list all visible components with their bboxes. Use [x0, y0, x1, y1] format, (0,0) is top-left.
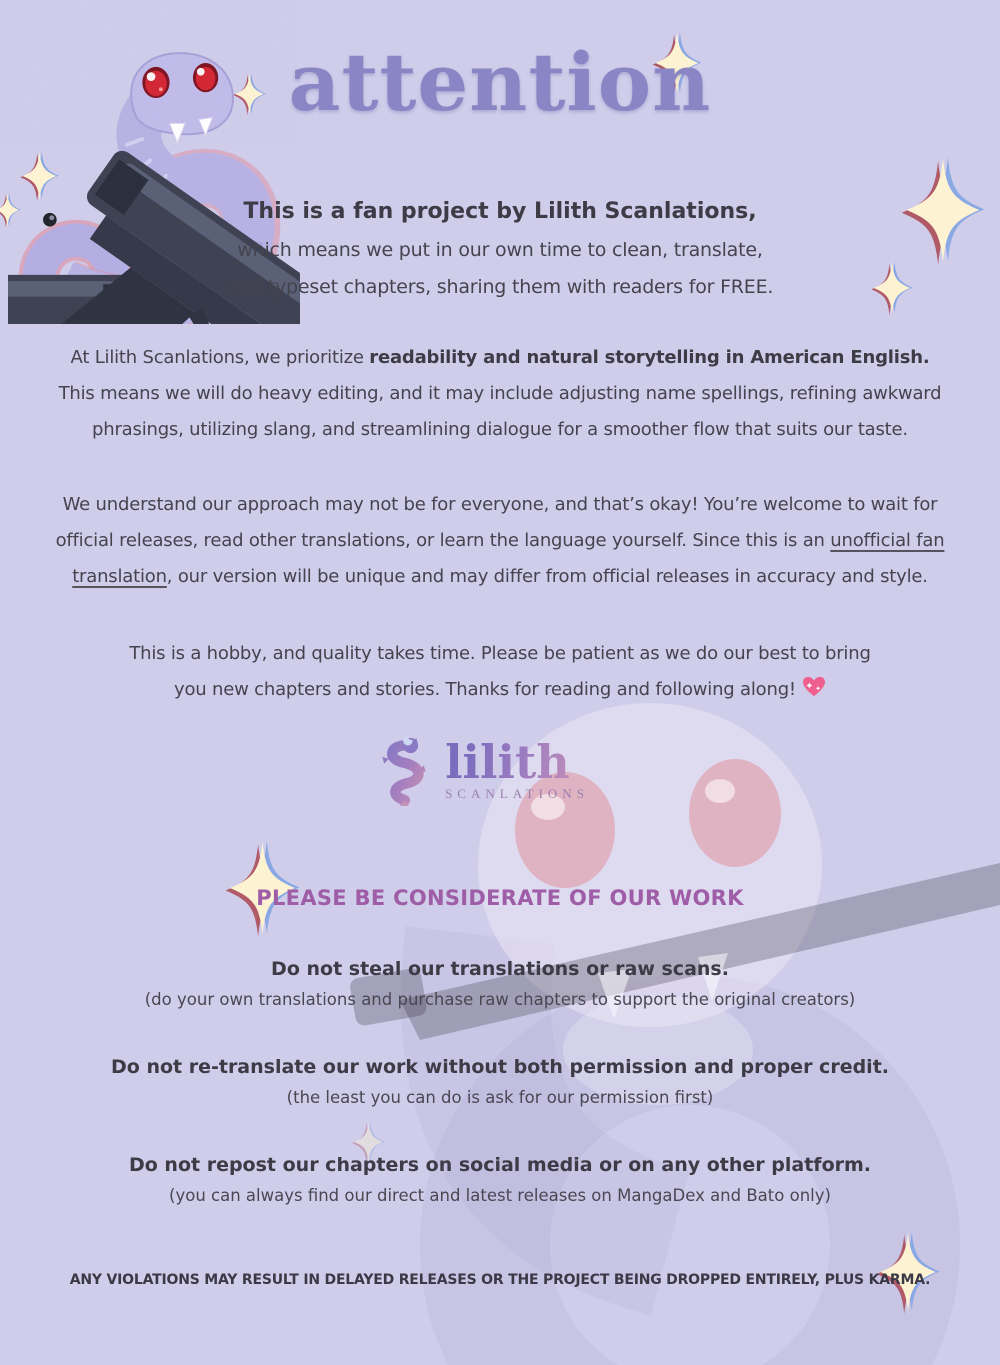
rule-no-stealing: [0, 955, 1000, 1013]
editing-policy-paragraph: [0, 340, 1000, 448]
rule-note: (do your own translations and purchase raw chapters to support the original creators): [144, 990, 856, 1009]
page-title: attention: [288, 35, 712, 129]
rule-no-retranslation: [0, 1053, 1000, 1111]
intro-paragraph: [0, 192, 1000, 306]
text-line: This means we will do heavy editing, and it may include adjusting name spellings, refining awkward: [58, 383, 942, 404]
text-run: , our version will be unique and may differ from official releases in accuracy and style.: [166, 566, 928, 587]
intro-line: and typeset chapters, sharing them with readers for FREE.: [226, 276, 774, 298]
text-line: [0, 672, 1000, 708]
text-line: phrasings, utilizing slang, and streamlining dialogue for a smoother flow that suits our taste.: [92, 419, 908, 440]
violations-warning: ANY VIOLATIONS MAY RESULT IN DELAYED RELEASES OR THE PROJECT BEING DROPPED ENTIRELY, PLUS KARMA.: [69, 1272, 931, 1288]
logo-name: lilith: [445, 740, 589, 784]
intro-lead: This is a fan project by Lilith Scanlations,: [243, 199, 757, 224]
rule-no-reposting: [0, 1151, 1000, 1209]
text-run: official releases, read other translations, or learn the language yourself. Since this is an: [55, 530, 831, 551]
text-line: [0, 523, 1000, 559]
text-run: At Lilith Scanlations, we prioritize: [70, 347, 370, 368]
lilith-scanlations-logo: [0, 735, 1000, 807]
considerate-heading: PLEASE BE CONSIDERATE OF OUR WORK: [256, 886, 744, 910]
hobby-paragraph: [0, 636, 1000, 708]
rule-title: Do not steal our translations or raw scans.: [271, 958, 729, 980]
emphasized-text-run: readability and natural storytelling in American English.: [369, 347, 930, 368]
intro-line: which means we put in our own time to clean, translate,: [237, 239, 763, 261]
text-line: This is a hobby, and quality takes time. Please be patient as we do our best to bring: [129, 643, 871, 664]
rule-title: Do not repost our chapters on social media or on any other platform.: [128, 1154, 872, 1176]
rule-title: Do not re-translate our work without both permission and proper credit.: [111, 1056, 889, 1078]
text-run: you new chapters and stories. Thanks for reading and following along!: [174, 679, 796, 700]
rule-note: (you can always find our direct and latest releases on MangaDex and Bato only): [169, 1186, 831, 1205]
rule-note: (the least you can do is ask for our permission first): [286, 1088, 714, 1107]
lilith-snake-logo-icon: [371, 735, 437, 807]
text-line: [0, 559, 1000, 595]
sparkling-heart-icon: [802, 676, 826, 698]
approach-paragraph: [0, 487, 1000, 595]
underlined-text-run: unofficial fan: [830, 530, 945, 551]
underlined-text-run: translation: [72, 566, 167, 587]
text-line: [0, 340, 1000, 376]
logo-subtitle: SCANLATIONS: [445, 786, 589, 801]
text-line: We understand our approach may not be for everyone, and that’s okay! You’re welcome to wait for: [62, 494, 938, 515]
